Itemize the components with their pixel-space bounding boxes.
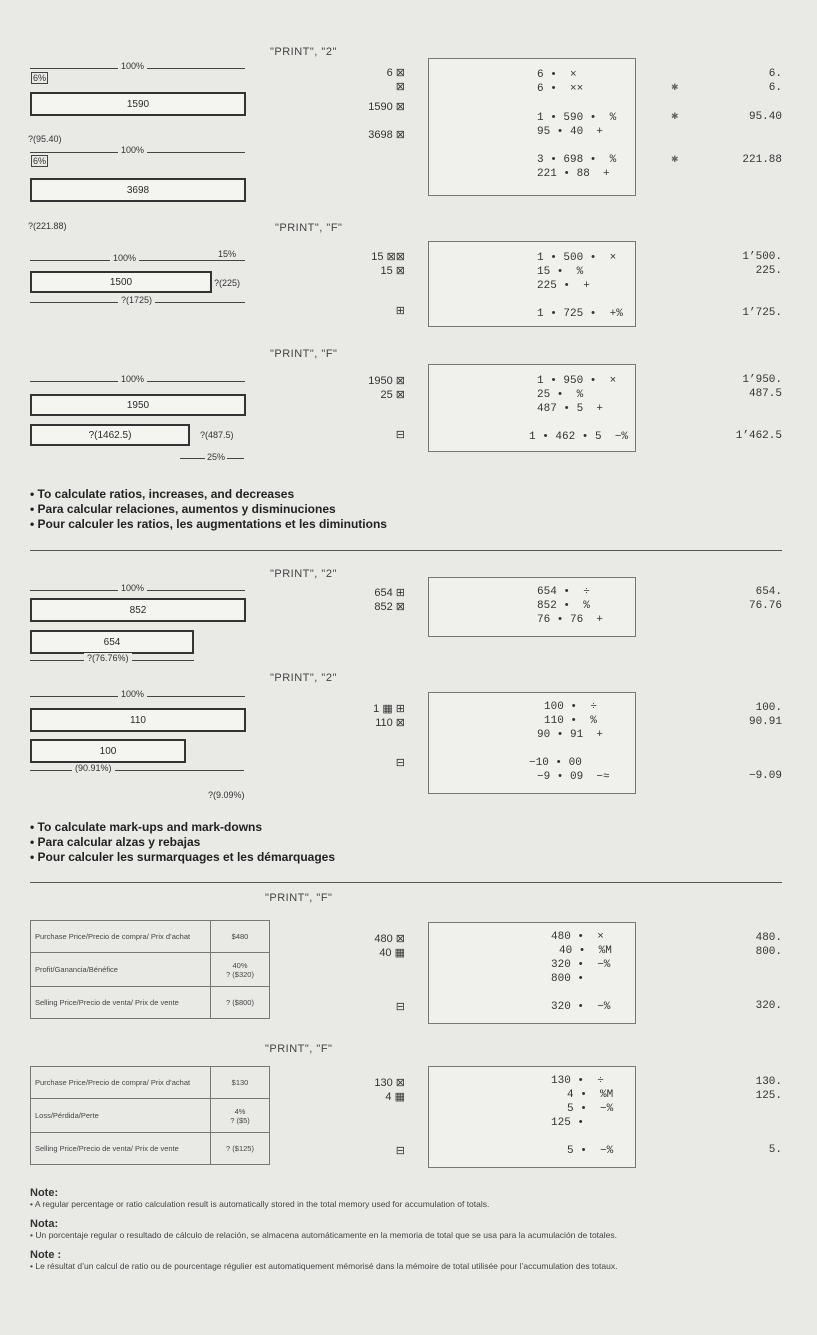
display-value: 221.88 bbox=[742, 154, 782, 166]
display-value: 487.5 bbox=[748, 388, 782, 400]
key-sequence bbox=[330, 374, 405, 442]
row-value: ? ($125) bbox=[211, 1133, 270, 1165]
percent-label: 100% bbox=[118, 583, 147, 593]
key-entry bbox=[330, 114, 405, 128]
print-tape bbox=[428, 364, 636, 452]
mode-label: "PRINT", "F" bbox=[275, 222, 343, 234]
value-bar: 110 bbox=[30, 708, 246, 732]
display-value: 100. bbox=[755, 702, 782, 714]
row-value: 4% ? ($5) bbox=[211, 1099, 270, 1133]
mode-label: "PRINT", "F" bbox=[265, 892, 333, 904]
print-tape bbox=[428, 922, 636, 1024]
value-bar: ?(1462.5) bbox=[30, 424, 190, 446]
value-bar: 654 bbox=[30, 630, 194, 654]
percent-label: 100% bbox=[118, 374, 147, 384]
tape-line: 25 • % bbox=[537, 389, 584, 401]
result-label: ?(95.40) bbox=[28, 134, 62, 144]
display-value: 800. bbox=[755, 946, 782, 958]
print-tape bbox=[428, 577, 636, 637]
note-title: Note : bbox=[30, 1249, 62, 1261]
note-title: Note: bbox=[30, 1187, 59, 1199]
print-tape bbox=[428, 1066, 636, 1168]
key-entry: ⊟ bbox=[395, 757, 405, 769]
print-tape bbox=[428, 58, 636, 196]
tape-line: 320 • −% bbox=[551, 959, 611, 971]
percent-label: 6% bbox=[33, 156, 47, 166]
price-table bbox=[30, 1066, 270, 1165]
divider bbox=[30, 882, 782, 883]
key-entry: 130 ⊠ bbox=[374, 1077, 405, 1089]
dimension-line bbox=[30, 770, 244, 771]
tape-line: 100 • ÷ bbox=[544, 701, 597, 713]
mode-label: "PRINT", "2" bbox=[270, 46, 337, 58]
value-bar: 3698 bbox=[30, 178, 246, 202]
value-bar: 852 bbox=[30, 598, 246, 622]
value-bar: 1500 bbox=[30, 271, 212, 293]
tape-line: 221 • 88 + bbox=[537, 168, 610, 180]
section-heading bbox=[30, 487, 387, 532]
note-text: • A regular percentage or ratio calculation result is automatically stored in the total memory used for accumulation of totals. bbox=[30, 1199, 490, 1209]
note-text: • Le résultat d’un calcul de ratio ou de pourcentage régulier est automatiquement mémorisé dans la mémoire de total utilisée pour l’accumulation des totaux. bbox=[30, 1261, 618, 1271]
percent-label: 100% bbox=[118, 689, 147, 699]
section-heading bbox=[30, 820, 335, 865]
display-value: 320. bbox=[755, 1000, 782, 1012]
result-label: ?(221.88) bbox=[28, 221, 67, 231]
table-row bbox=[31, 1133, 270, 1165]
key-entry: 15 ⊠ bbox=[380, 265, 405, 277]
key-entry: 1950 ⊠ bbox=[368, 375, 405, 387]
display-value: 1’462.5 bbox=[735, 430, 782, 442]
display-value: 1’950. bbox=[742, 374, 782, 386]
key-entry: 852 ⊠ bbox=[374, 601, 405, 613]
tape-line: 480 • × bbox=[551, 931, 604, 943]
key-sequence bbox=[330, 250, 405, 318]
key-sequence bbox=[330, 66, 405, 142]
result-label: ?(76.76%) bbox=[84, 653, 132, 663]
table-row bbox=[31, 1099, 270, 1133]
value-bar: 1950 bbox=[30, 394, 246, 416]
tape-line: 5 • −% bbox=[567, 1145, 614, 1157]
key-entry: 25 ⊠ bbox=[380, 389, 405, 401]
tape-line: 4 • %M bbox=[567, 1089, 614, 1101]
table-row bbox=[31, 1067, 270, 1099]
display-value: 654. bbox=[755, 586, 782, 598]
mode-label: "PRINT", "F" bbox=[270, 348, 338, 360]
row-value: 40% ? ($320) bbox=[211, 953, 270, 987]
key-entry: 654 ⊞ bbox=[374, 587, 405, 599]
key-sequence bbox=[330, 586, 405, 614]
display-value: 95.40 bbox=[748, 111, 782, 123]
display-value: 5. bbox=[768, 1144, 782, 1156]
display-value: 225. bbox=[755, 265, 782, 277]
value-bar: 1590 bbox=[30, 92, 246, 116]
tape-line: 654 • ÷ bbox=[537, 586, 590, 598]
table-row bbox=[31, 953, 270, 987]
result-label: ?(487.5) bbox=[200, 430, 234, 440]
key-entry: 6 ⊠ bbox=[386, 67, 405, 79]
row-value: $480 bbox=[211, 921, 270, 953]
key-entry: ⊟ bbox=[395, 429, 405, 441]
tape-line: 852 • % bbox=[537, 600, 590, 612]
tape-line: 1 • 725 • +% bbox=[537, 308, 623, 320]
display-value: 1’500. bbox=[742, 251, 782, 263]
tape-line: 95 • 40 + bbox=[537, 126, 604, 138]
result-label: ?(225) bbox=[214, 278, 241, 288]
divider bbox=[30, 550, 782, 551]
row-label: Purchase Price/Precio de compra/ Prix d’achat bbox=[31, 1067, 211, 1099]
key-entry: 1590 ⊠ bbox=[368, 101, 405, 113]
key-entry: 15 ⊠⊠ bbox=[371, 251, 405, 263]
row-label: Purchase Price/Precio de compra/ Prix d’achat bbox=[31, 921, 211, 953]
tape-line: 130 • ÷ bbox=[551, 1075, 604, 1087]
key-entry: ⊠ bbox=[395, 81, 405, 93]
result-label: (90.91%) bbox=[72, 763, 115, 773]
heading-fr: • Pour calculer les surmarquages et les démarquages bbox=[30, 850, 335, 864]
display-value: 125. bbox=[755, 1090, 782, 1102]
tape-line: 487 • 5 + bbox=[537, 403, 604, 415]
key-entry: 480 ⊠ bbox=[374, 933, 405, 945]
tape-line: 225 • + bbox=[537, 280, 590, 292]
row-label: Profit/Ganancia/Bénéfice bbox=[31, 953, 211, 987]
key-entry: ⊞ bbox=[395, 305, 405, 317]
print-tape bbox=[428, 241, 636, 327]
key-sequence bbox=[330, 702, 405, 770]
table-row bbox=[31, 921, 270, 953]
tape-line: 1 • 462 • 5 −% bbox=[529, 431, 629, 443]
heading-es: • Para calcular alzas y rebajas bbox=[30, 835, 201, 849]
tape-line: 40 • %M bbox=[559, 945, 612, 957]
memory-indicator: ✱ bbox=[671, 111, 679, 121]
row-value: ? ($800) bbox=[211, 987, 270, 1019]
tape-line: 1 • 950 • × bbox=[537, 375, 617, 387]
price-table bbox=[30, 920, 270, 1019]
key-sequence bbox=[330, 1076, 405, 1158]
tape-line: 6 • ×× bbox=[537, 83, 584, 95]
tape-line: 320 • −% bbox=[551, 1001, 611, 1013]
percent-label: 6% bbox=[33, 73, 47, 83]
display-value: 90.91 bbox=[748, 716, 782, 728]
key-entry: ⊟ bbox=[395, 1001, 405, 1013]
tape-line: 5 • −% bbox=[567, 1103, 614, 1115]
mode-label: "PRINT", "2" bbox=[270, 672, 337, 684]
display-value: 76.76 bbox=[748, 600, 782, 612]
key-entry: 1 ▦ ⊞ bbox=[373, 703, 405, 715]
tape-line: −9 • 09 −≈ bbox=[537, 771, 610, 783]
display-value: 130. bbox=[755, 1076, 782, 1088]
tape-line: 125 • bbox=[551, 1117, 585, 1129]
tape-line: 15 • % bbox=[537, 266, 584, 278]
tape-line: 6 • × bbox=[537, 69, 577, 81]
tape-line: 110 • % bbox=[544, 715, 597, 727]
display-value: 6. bbox=[768, 68, 782, 80]
result-label: ?(1725) bbox=[118, 295, 155, 305]
heading-en: • To calculate mark-ups and mark-downs bbox=[30, 820, 263, 834]
result-label: ?(9.09%) bbox=[208, 790, 245, 800]
heading-es: • Para calcular relaciones, aumentos y disminuciones bbox=[30, 502, 336, 516]
tape-line: 1 • 590 • % bbox=[537, 112, 617, 124]
print-tape bbox=[428, 692, 636, 794]
notes bbox=[30, 1187, 785, 1272]
row-value: $130 bbox=[211, 1067, 270, 1099]
tape-line: −10 • 00 bbox=[529, 757, 582, 769]
mode-label: "PRINT", "F" bbox=[265, 1043, 333, 1055]
key-sequence bbox=[330, 932, 405, 1014]
heading-en: • To calculate ratios, increases, and decreases bbox=[30, 487, 295, 501]
percent-label: 100% bbox=[118, 61, 147, 71]
display-value: −9.09 bbox=[748, 770, 782, 782]
key-entry: 40 ▦ bbox=[379, 947, 405, 959]
table-row bbox=[31, 987, 270, 1019]
row-label: Selling Price/Precio de venta/ Prix de vente bbox=[31, 987, 211, 1019]
key-entry: 4 ▦ bbox=[385, 1091, 405, 1103]
memory-indicator: ✱ bbox=[671, 82, 679, 92]
tape-line: 800 • bbox=[551, 973, 585, 985]
key-entry: 110 ⊠ bbox=[375, 717, 405, 729]
tape-line: 1 • 500 • × bbox=[537, 252, 617, 264]
percent-label: 100% bbox=[118, 145, 147, 155]
display-value: 6. bbox=[768, 82, 782, 94]
key-entry: ⊟ bbox=[395, 1145, 405, 1157]
note-text: • Un porcentaje regular o resultado de cálculo de relación, se almacena automáticamente en la memoria de total que se usa para la acumulación de totales. bbox=[30, 1230, 617, 1240]
row-label: Selling Price/Precio de venta/ Prix de vente bbox=[31, 1133, 211, 1165]
tape-line: 90 • 91 + bbox=[537, 729, 604, 741]
memory-indicator: ✱ bbox=[671, 154, 679, 164]
value-bar: 100 bbox=[30, 739, 186, 763]
note-title: Nota: bbox=[30, 1218, 59, 1230]
percent-label: 25% bbox=[207, 452, 226, 462]
percent-label: 15% bbox=[218, 249, 237, 259]
tape-line: 3 • 698 • % bbox=[537, 154, 617, 166]
tape-line: 76 • 76 + bbox=[537, 614, 604, 626]
display-value: 480. bbox=[755, 932, 782, 944]
heading-fr: • Pour calculer les ratios, les augmentations et les diminutions bbox=[30, 517, 387, 531]
mode-label: "PRINT", "2" bbox=[270, 568, 337, 580]
key-entry: 3698 ⊠ bbox=[368, 129, 405, 141]
display-value: 1’725. bbox=[742, 307, 782, 319]
row-label: Loss/Pérdida/Perte bbox=[31, 1099, 211, 1133]
percent-label: 100% bbox=[110, 253, 139, 263]
